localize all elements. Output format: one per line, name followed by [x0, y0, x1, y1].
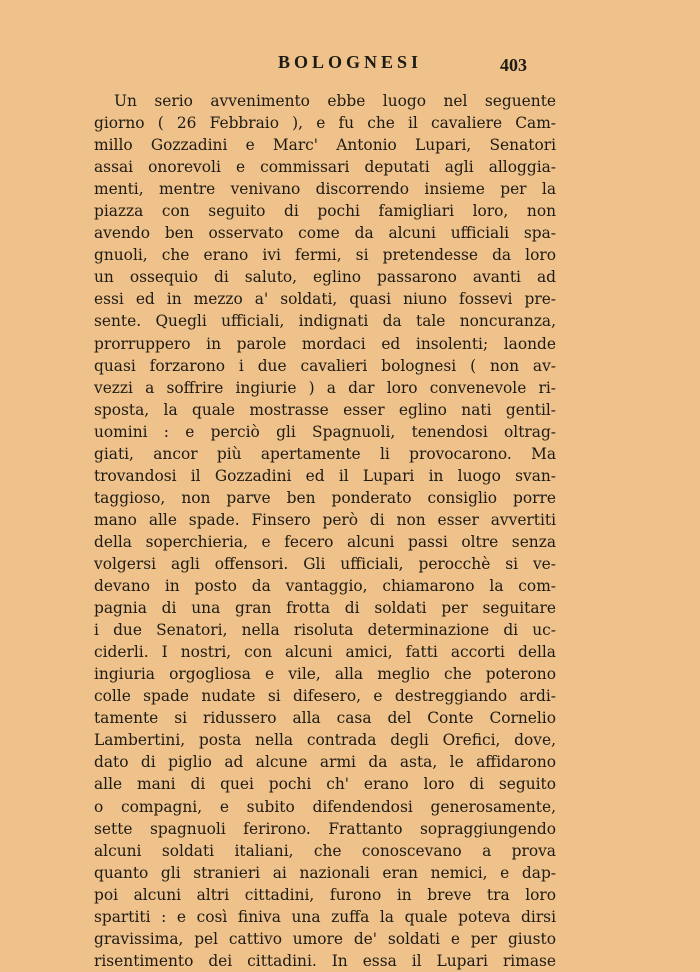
text-line: sette spagnuoli ferirono. Frattanto sopraggiungendo	[94, 819, 556, 838]
text-line: trovandosi il Gozzadini ed il Lupari in luogo svan-	[94, 466, 556, 485]
text-line: ingiuria orgogliosa e vile, alla meglio che poterono	[94, 665, 556, 684]
text-line: giati, ancor più apertamente li provocarono. Ma	[94, 444, 556, 463]
page-number: 403	[500, 55, 527, 75]
text-line: risentimento dei cittadini. In essa il Lupari rimase	[94, 951, 556, 970]
text-line: assai onorevoli e commissari deputati agli alloggia-	[94, 158, 556, 177]
text-line: poi alcuni altri cittadini, furono in breve tra loro	[94, 885, 556, 904]
text-line: tamente si ridussero alla casa del Conte Cornelio	[94, 709, 556, 728]
text-line: dato di piglio ad alcune armi da asta, le affidarono	[94, 753, 556, 772]
text-line: quasi forzarono i due cavalieri bolognesi ( non av-	[94, 356, 556, 375]
text-line: alcuni soldati italiani, che conoscevano a prova	[94, 841, 556, 860]
text-line: quanto gli stranieri ai nazionali eran nemici, e dap-	[94, 863, 556, 882]
text-line: sente. Quegli ufficiali, indignati da tale noncuranza,	[94, 312, 556, 331]
text-line: gnuoli, che erano ivi fermi, si pretendesse da loro	[94, 246, 556, 265]
text-line: mano alle spade. Finsero però di non esser avvertiti	[94, 510, 556, 529]
running-title: BOLOGNESI	[277, 52, 423, 72]
text-line: uomini : e perciò gli Spagnuoli, tenendosi oltrag-	[94, 422, 556, 441]
text-line: o compagni, e subito difendendosi generosamente,	[94, 797, 556, 816]
text-line: gravissima, pel cattivo umore de' soldati e per giusto	[94, 929, 556, 948]
text-line: Lambertini, posta nella contrada degli Orefici, dove,	[94, 731, 556, 750]
text-line: sposta, la quale mostrasse esser eglino nati gentil-	[94, 400, 556, 419]
text-line: della soperchieria, e fecero alcuni passi oltre senza	[94, 532, 556, 551]
text-line: i due Senatori, nella risoluta determinazione di uc-	[94, 621, 556, 640]
text-line: un ossequio di saluto, eglino passarono avanti ad	[94, 268, 556, 287]
body-text	[94, 90, 556, 972]
text-line: giorno ( 26 Febbraio ), e fu che il cavaliere Cam-	[94, 114, 556, 133]
text-line: pagnia di una gran frotta di soldati per seguitare	[94, 599, 556, 618]
text-line: devano in posto da vantaggio, chiamarono la com-	[94, 577, 556, 596]
text-line: taggioso, non parve ben ponderato consiglio porre	[94, 488, 556, 507]
text-line: alle mani di quei pochi ch' erano loro di seguito	[94, 775, 556, 794]
text-line: piazza con seguito di pochi famigliari loro, non	[94, 202, 556, 221]
text-line: prorruppero in parole mordaci ed insolenti; laonde	[94, 334, 556, 353]
text-line: vezzi a soffrire ingiurie ) a dar loro convenevole ri-	[94, 378, 556, 397]
text-line: spartiti : e così finiva una zuffa la quale poteva dirsi	[94, 907, 556, 926]
text-line: ciderli. I nostri, con alcuni amici, fatti accorti della	[94, 643, 556, 662]
text-line: avendo ben osservato come da alcuni ufficiali spa-	[94, 224, 556, 243]
text-line: essi ed in mezzo a' soldati, quasi niuno fossevi pre-	[94, 290, 556, 309]
text-line: volgersi agli offensori. Gli ufficiali, perocchè si ve-	[94, 554, 556, 573]
text-line: millo Gozzadini e Marc' Antonio Lupari, Senatori	[94, 136, 556, 155]
text-line: menti, mentre venivano discorrendo insieme per la	[94, 180, 556, 199]
text-line: colle spade nudate si difesero, e destreggiando ardi-	[94, 687, 556, 706]
text-line: Un serio avvenimento ebbe luogo nel seguente	[114, 92, 556, 110]
